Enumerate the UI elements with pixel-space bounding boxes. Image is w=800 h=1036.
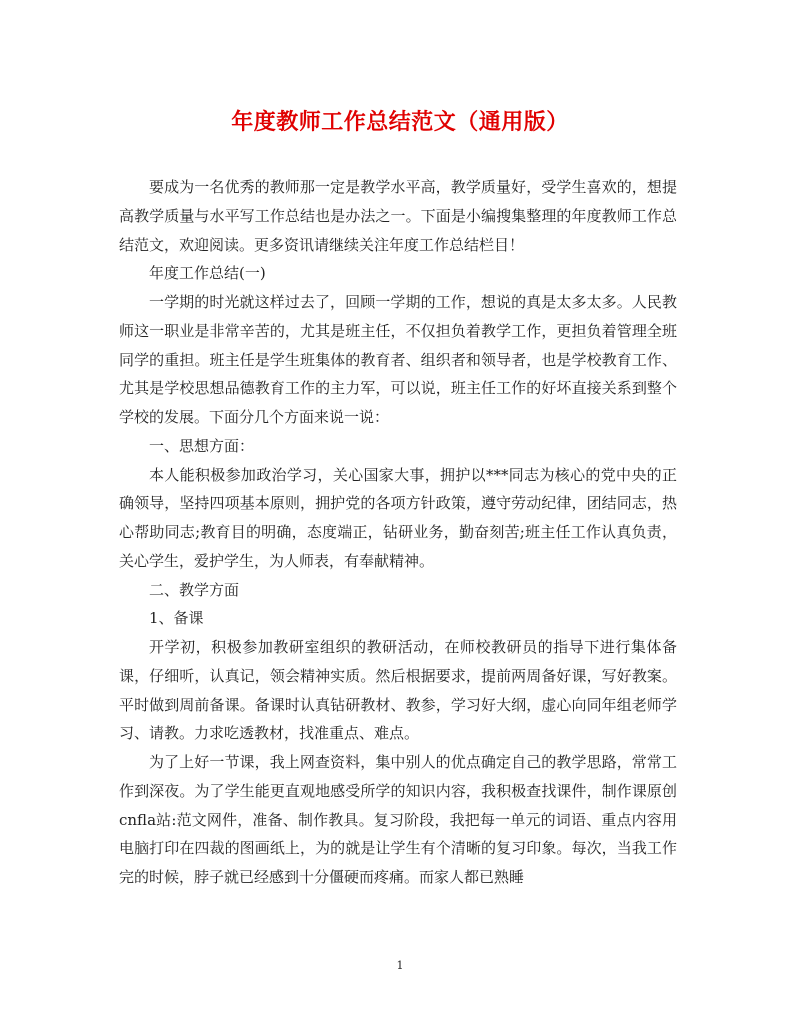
body-paragraph: 开学初，积极参加教研室组织的教研活动，在师校教研员的指导下进行集体备课，仔细听，认真记，领会精神实质。然后根据要求，提前两周备好课，写好教案。平时做到周前备课。备课时认真钻研教材、教参，学习好大纲，虚心向同年组老师学习、请教。力求吃透教材，找准重点、难点。 [119, 638, 677, 743]
body-paragraph: 一学期的时光就这样过去了，回顾一学期的工作，想说的真是太多太多。人民教师这一职业是非常辛苦的，尤其是班主任，不仅担负着教学工作，更担负着管理全班同学的重担。班主任是学生班集体的教育者、组织者和领导者，也是学校教育工作、尤其是学校思想品德教育工作的主力军，可以说，班主任工作的好坏直接关系到整个学校的发展。下面分几个方面来说一说： [119, 293, 677, 426]
section-heading-teaching: 二、教学方面 [149, 580, 240, 599]
document-title: 年度教师工作总结范文（通用版） [231, 109, 569, 135]
intro-paragraph: 要成为一名优秀的教师那一定是教学水平高，教学质量好，受学生喜欢的，想提高教学质量与水平写工作总结也是办法之一。下面是小编搜集整理的年度教师工作总结范文，欢迎阅读。更多资讯请继续关注年度工作总结栏目！ [119, 178, 677, 254]
body-paragraph: 为了上好一节课，我上网查资料，集中别人的优点确定自己的教学思路，常常工作到深夜。为了学生能更直观地感受所学的知识内容，我积极查找课件，制作课原创cnfla站:范文网件，准备、制作教具。复习阶段，我把每一单元的词语、重点内容用电脑打印在四裁的图画纸上，为的就是让学生有个清晰的复习印象。每次，当我工作完的时候，脖子就已经感到十分僵硬而疼痛。而家人都已熟睡 [119, 753, 677, 886]
document-body [119, 173, 677, 892]
body-paragraph: 本人能积极参加政治学习，关心国家大事，拥护以***同志为核心的党中央的正确领导，坚持四项基本原则，拥护党的各项方针政策，遵守劳动纪律，团结同志，热心帮助同志;教育目的明确，态度端正，钻研业务，勤奋刻苦;班主任工作认真负责，关心学生，爱护学生，为人师表，有奉献精神。 [119, 465, 677, 570]
subsection-heading-lesson-prep: 1、备课 [149, 609, 204, 628]
section-heading-thought: 一、思想方面： [149, 436, 255, 455]
section-heading-summary-1: 年度工作总结(一) [149, 264, 266, 283]
page-number: 1 [396, 959, 404, 972]
